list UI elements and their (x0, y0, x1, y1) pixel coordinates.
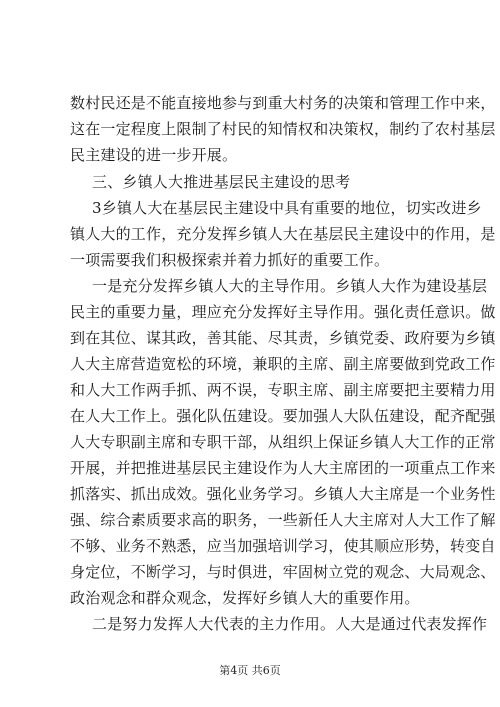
body-line-3: 民主建设的进一步开展。 (70, 146, 238, 164)
body-line-17: 强、综合素质要求高的职务，一些新任人大主席对人大工作了解 (70, 511, 496, 529)
body-line-2: 这在一定程度上限制了村民的知情权和决策权，制约了农村基层 (70, 120, 496, 138)
body-line-13: 在人大工作上。强化队伍建设。要加强人大队伍建设，配齐配强 (70, 407, 496, 425)
body-line-11: 人大主席营造宽松的环境，兼职的主席、副主席要做到党政工作 (70, 355, 496, 373)
body-line-16: 抓落实、抓出成效。强化业务学习。乡镇人大主席是一个业务性 (70, 485, 496, 503)
body-line-6: 镇人大的工作，充分发挥乡镇人大在基层民主建设中的作用，是 (70, 225, 496, 243)
body-line-18: 不够、业务不熟悉，应当加强培训学习，使其顺应形势，转变自 (70, 537, 496, 555)
section-heading: 三、乡镇人大推进基层民主建设的思考 (92, 173, 351, 191)
body-line-8: 一是充分发挥乡镇人大的主导作用。乡镇人大作为建设基层 (92, 277, 488, 295)
body-line-7: 一项需要我们积极探索并着力抓好的重要工作。 (70, 251, 390, 269)
body-line-19: 身定位，不断学习，与时俱进，牢固树立党的观念、大局观念、 (70, 563, 496, 581)
body-line-15: 开展，并把推进基层民主建设作为人大主席团的一项重点工作来 (70, 459, 496, 477)
body-line-21: 二是努力发挥人大代表的主力作用。人大是通过代表发挥作 (92, 615, 488, 633)
body-line-14: 人大专职副主席和专职干部，从组织上保证乡镇人大工作的正常 (70, 433, 496, 451)
page-footer: 第4页 共6页 (219, 664, 281, 677)
body-line-9: 民主的重要力量，理应充分发挥好主导作用。强化责任意识。做 (70, 303, 496, 321)
body-line-10: 到在其位、谋其政，善其能、尽其责，乡镇党委、政府要为乡镇 (70, 329, 496, 347)
body-line-5: 3乡镇人大在基层民主建设中具有重要的地位，切实改进乡 (92, 199, 482, 217)
body-line-1: 数村民还是不能直接地参与到重大村务的决策和管理工作中来， (70, 94, 496, 112)
body-line-20: 政治观念和群众观念，发挥好乡镇人大的重要作用。 (70, 589, 420, 607)
body-line-12: 和人大工作两手抓、两不误，专职主席、副主席要把主要精力用 (70, 381, 496, 399)
